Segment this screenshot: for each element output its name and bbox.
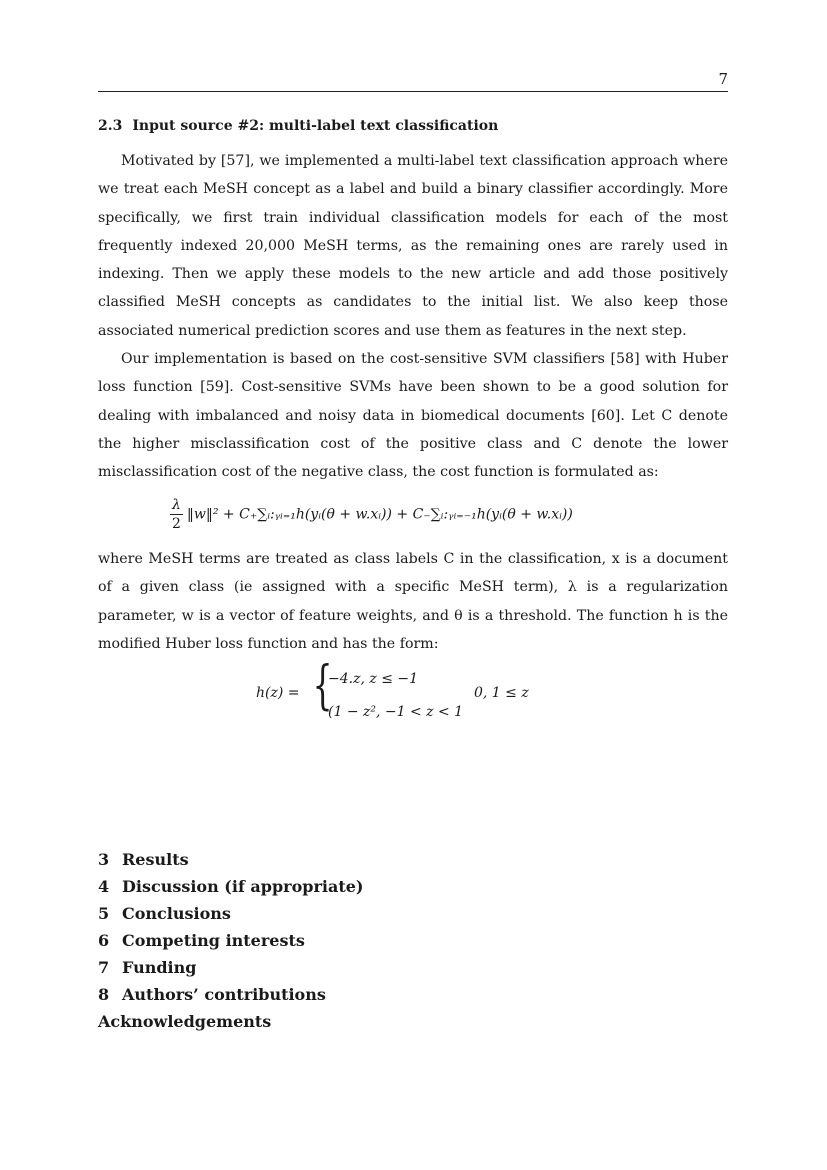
paragraph-text: where MeSH terms are treated as class labels C in the classification, x is a document of a given class (ie assigned with a specific MeSH term), λ is a regularization parameter, w is a vector of feature weights, and θ is a threshold. The function h is the modified Huber loss function and has the form: [98, 551, 728, 652]
paragraph-3 [98, 545, 728, 658]
fraction [170, 496, 183, 533]
outline-number: 3 [98, 850, 110, 869]
outline-item [98, 1008, 363, 1035]
paragraph-2 [98, 345, 728, 486]
cost-function-equation [170, 496, 573, 533]
outline-item [98, 846, 363, 873]
outline-number: 4 [98, 877, 110, 896]
outline-item [98, 873, 363, 900]
outline-item [98, 900, 363, 927]
outline-item [98, 927, 363, 954]
section-title: Input source #2: multi-label text classification [132, 118, 499, 134]
outline-number: 6 [98, 931, 110, 950]
section-outline [98, 846, 363, 1035]
header-rule [98, 91, 728, 92]
outline-title: Discussion (if appropriate) [122, 877, 364, 896]
section-heading [98, 118, 498, 134]
equation-case-2: (1 − z², −1 < z < 1 [328, 704, 464, 720]
outline-title: Conclusions [122, 904, 231, 923]
section-number: 2.3 [98, 118, 123, 134]
fraction-numerator: λ [172, 497, 181, 513]
outline-title: Competing interests [122, 931, 305, 950]
outline-item [98, 954, 363, 981]
outline-title: Results [122, 850, 189, 869]
equation-body: ‖w‖² + C₊∑ᵢ:ᵧᵢ₌₁h(yᵢ(θ + w.xᵢ)) + C₋∑ᵢ:ᵧᵢ₌₋₁h(yᵢ(θ + w.xᵢ)) [186, 506, 573, 523]
outline-item [98, 981, 363, 1008]
paragraph-text: Our implementation is based on the cost-sensitive SVM classifiers [58] with Huber loss function [59]. Cost-sensitive SVMs have been shown to be a good solution for dealing with imbalanced and noisy data in biomedical documents [60]. Let C denote the higher misclassification cost of the positive class and C denote the lower misclassification cost of the negative class, the cost function is formulated as: [98, 351, 728, 481]
paragraph-text: Motivated by [57], we implemented a multi-label text classification approach where we treat each MeSH concept as a label and build a binary classifier accordingly. More specifically, we first train individual classification models for each of the most frequently indexed 20,000 MeSH terms, as the remaining ones are rarely used in indexing. Then we apply these models to the new article and add those positively classified MeSH concepts as candidates to the initial list. We also keep those associated numerical prediction scores and use them as features in the next step. [98, 153, 728, 339]
fraction-denominator: 2 [171, 516, 181, 532]
outline-number: 5 [98, 904, 110, 923]
outline-number: 7 [98, 958, 110, 977]
page-number: 7 [718, 70, 728, 88]
equation-lhs: h(z) = [256, 685, 300, 701]
outline-number: 8 [98, 985, 110, 1004]
left-brace: { [312, 656, 333, 716]
outline-title: Authors’ contributions [122, 985, 326, 1004]
equation-case-3: 0, 1 ≤ z [474, 685, 529, 701]
paragraph-1 [98, 147, 728, 345]
equation-case-1: −4.z, z ≤ −1 [328, 671, 419, 687]
outline-title: Acknowledgements [98, 1012, 272, 1031]
outline-title: Funding [122, 958, 197, 977]
